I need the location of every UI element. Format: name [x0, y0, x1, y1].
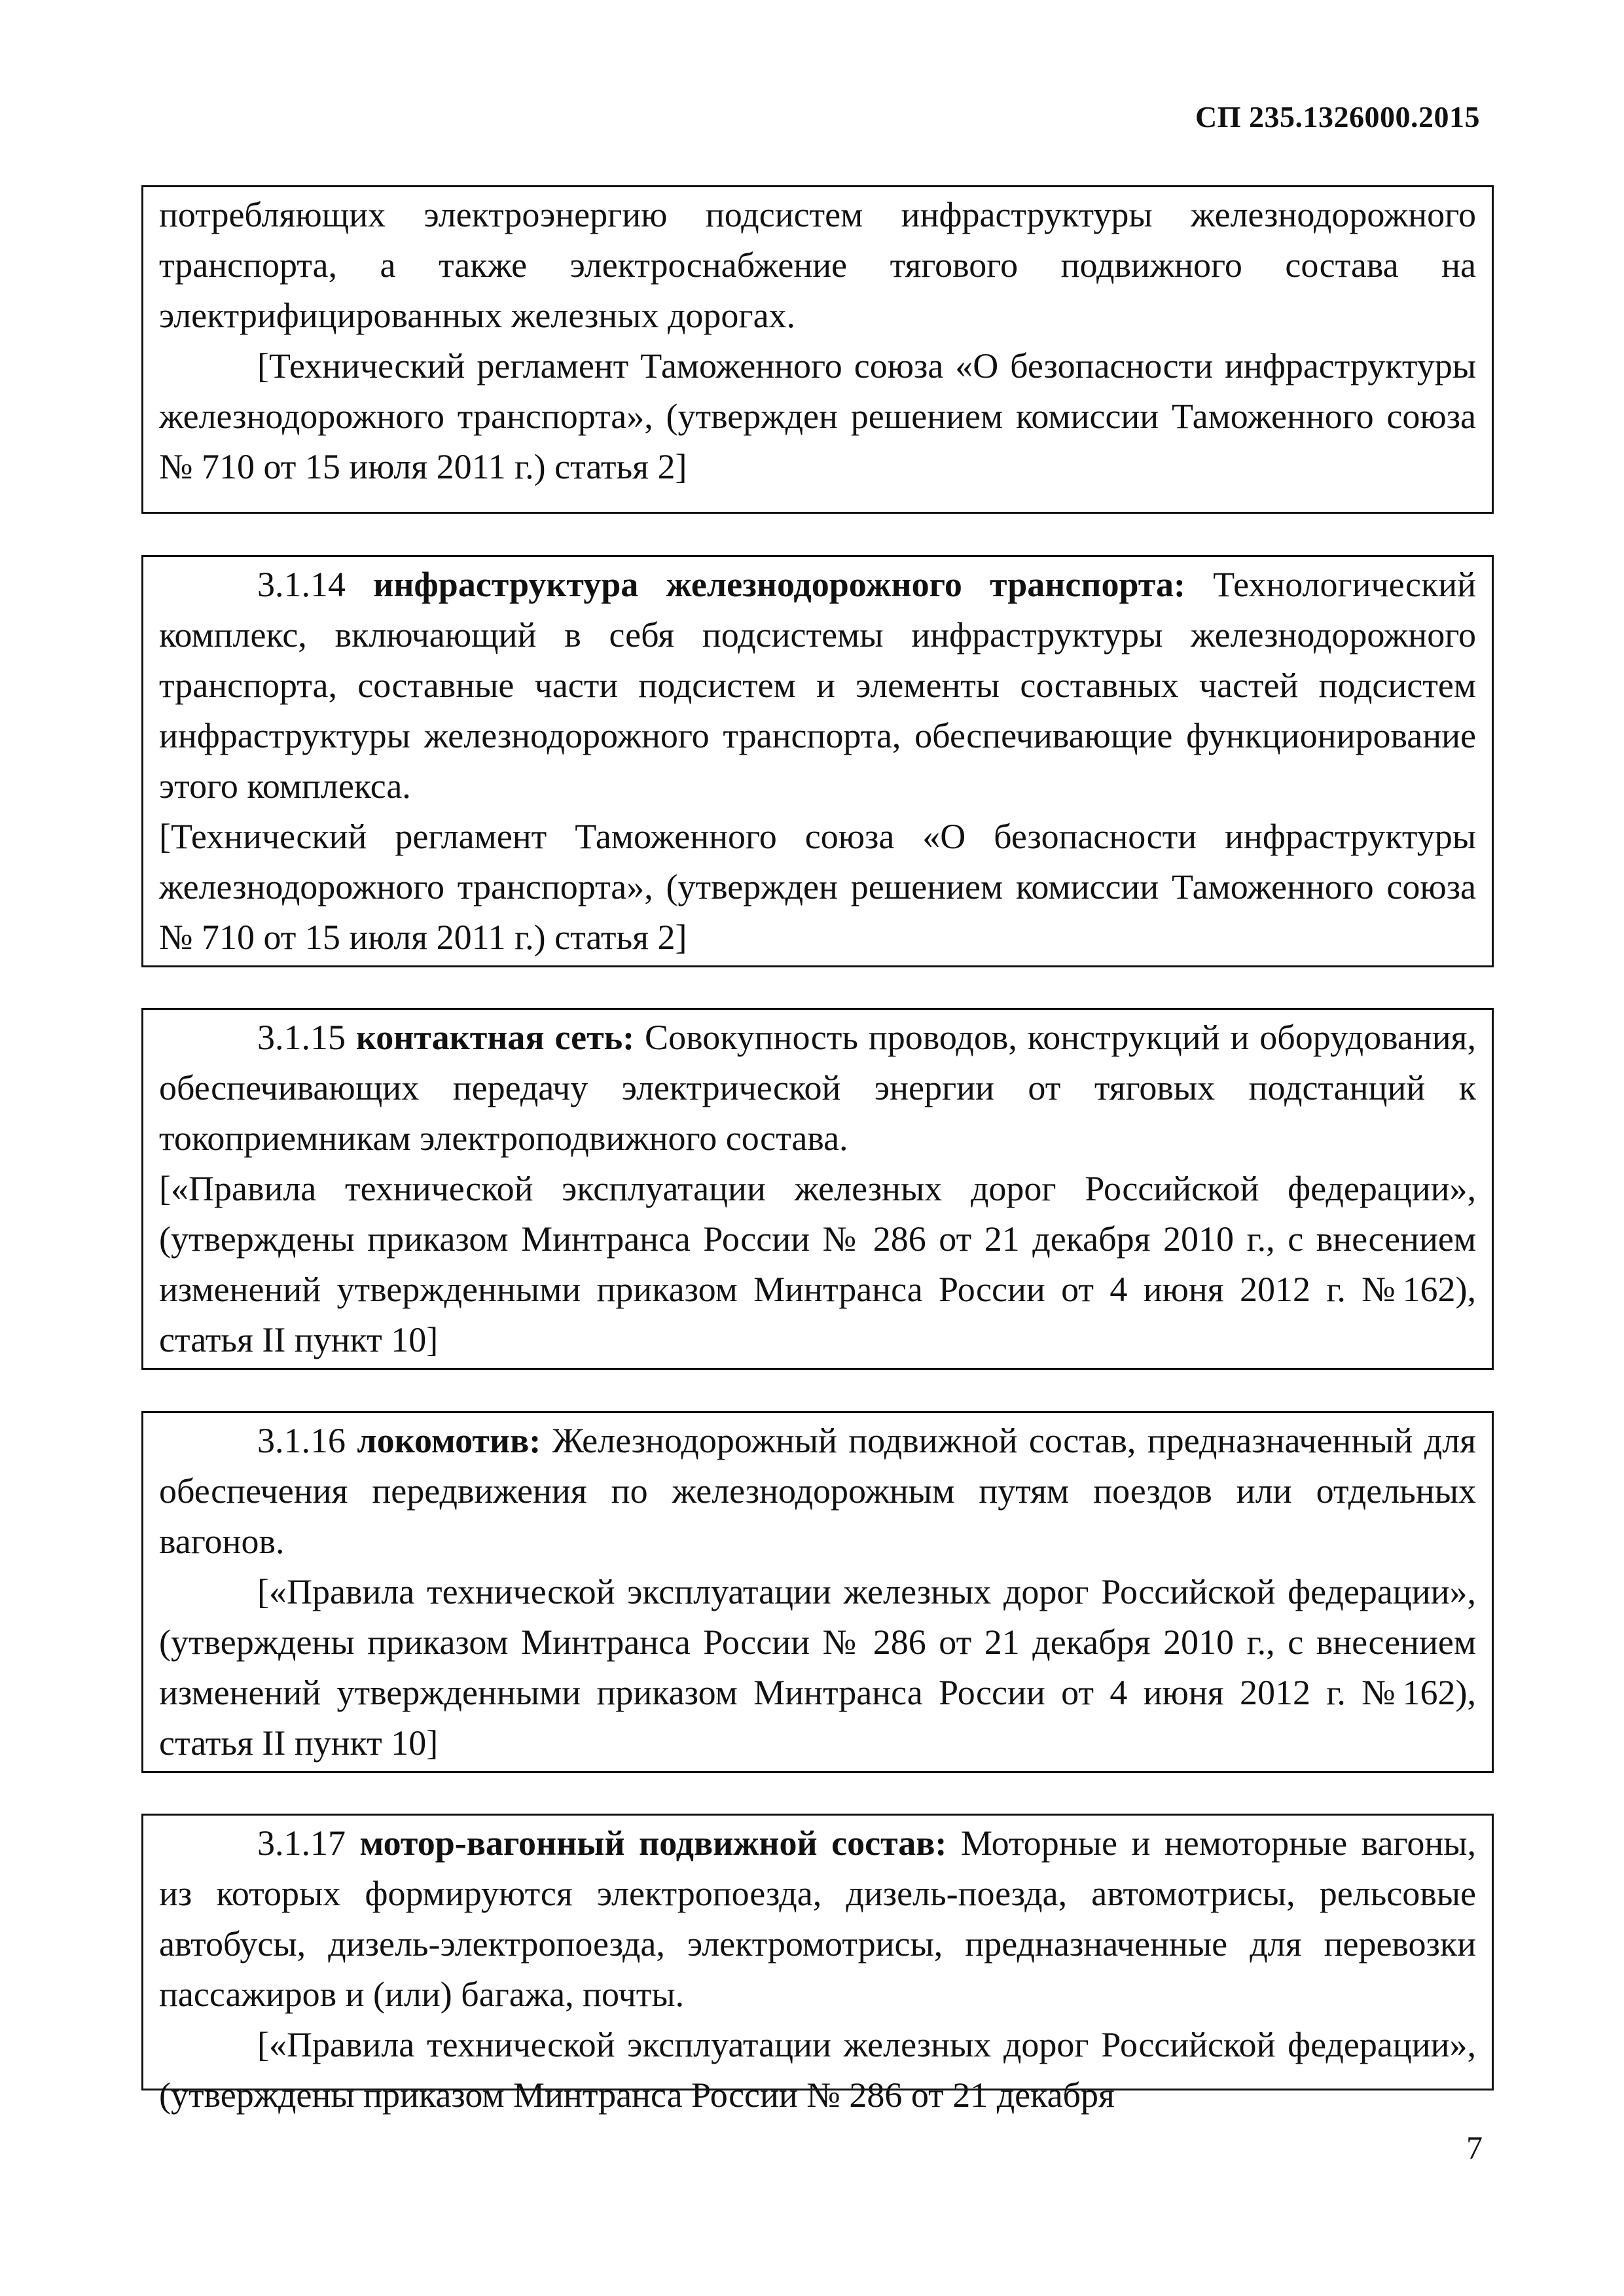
term-heading [159, 560, 1476, 812]
definition-text: потребляющих электроэнергию подсистем инфраструктуры железнодорожного транспорта, а также электроснабжение тягового подвижного состава на электрифицированных железных дорогах. [159, 195, 1476, 335]
definition-text: Совокупность проводов, конструкций и оборудования, обеспечивающих передачу электрической энергии от тяговых подстанций к токоприемникам электроподвижного состава. [159, 1018, 1477, 1158]
reference-text: [«Правила технической эксплуатации железных дорог Российской федерации», (утверждены приказом Минтранса России № 286 от 21 декабря [159, 2025, 1476, 2115]
term-heading [159, 1818, 1476, 2020]
page-number: 7 [1466, 2129, 1483, 2166]
term-name: инфраструктура железнодорожного транспорта: [373, 565, 1185, 604]
term-name: локомотив: [357, 1421, 541, 1460]
term-number: 3.1.14 [257, 565, 346, 604]
term-heading [159, 1416, 1476, 1567]
document-code-header: СП 235.1326000.2015 [1195, 100, 1480, 134]
term-heading [159, 1013, 1476, 1164]
term-block-3-1-17 [141, 1814, 1494, 2115]
term-name: контактная сеть: [355, 1018, 635, 1057]
term-number: 3.1.16 [257, 1421, 346, 1460]
term-name: мотор-вагонный подвижной состав: [359, 1823, 947, 1863]
reference-text: [Технический регламент Таможенного союза «О безопасности инфраструктуры железнодорожного транспорта», (утвержден решением комиссии Таможенного союза № 710 от 15 июля 2011 г.) статья 2] [159, 817, 1476, 957]
definition-text: Моторные и немоторные вагоны, из которых формируются электропоезда, дизель-поезда, автомотрисы, рельсовые автобусы, дизель-электропоезда, электромотрисы, предназначенные для перевозки пассажиров и (или) багажа, почты. [159, 1823, 1476, 2014]
term-block-continuation [141, 185, 1494, 514]
reference-text: [«Правила технической эксплуатации железных дорог Российской федерации», (утверждены приказом Минтранса России № 286 от 21 декабря 2010 г., с внесением изменений утвержденными приказом Минтранса России от 4 июня 2012 г. №162), статья II пункт 10] [159, 1169, 1476, 1359]
reference-text: [Технический регламент Таможенного союза «О безопасности инфраструктуры железнодорожного транспорта», (утвержден решением комиссии Таможенного союза № 710 от 15 июля 2011 г.) статья 2] [159, 346, 1476, 486]
term-block-3-1-14 [141, 555, 1494, 967]
term-number: 3.1.17 [257, 1823, 346, 1863]
term-block-3-1-15 [141, 1008, 1494, 1370]
reference-text: [«Правила технической эксплуатации железных дорог Российской федерации», (утверждены приказом Минтранса России № 286 от 21 декабря 2010 г., с внесением изменений утвержденными приказом Минтранса России от 4 июня 2012 г. №162), статья II пункт 10] [159, 1572, 1476, 1763]
definition-text: Железнодорожный подвижной состав, предназначенный для обеспечения передвижения по железнодорожным путям поездов или отдельных вагонов. [159, 1421, 1477, 1561]
term-block-3-1-16 [141, 1411, 1494, 1773]
term-number: 3.1.15 [257, 1018, 346, 1057]
definition-text: Технологический комплекс, включающий в себя подсистемы инфраструктуры железнодорожного транспорта, составные части подсистем и элементы составных частей подсистем инфраструктуры железнодорожного транспорта, обеспечивающие функционирование этого комплекса. [159, 565, 1476, 806]
